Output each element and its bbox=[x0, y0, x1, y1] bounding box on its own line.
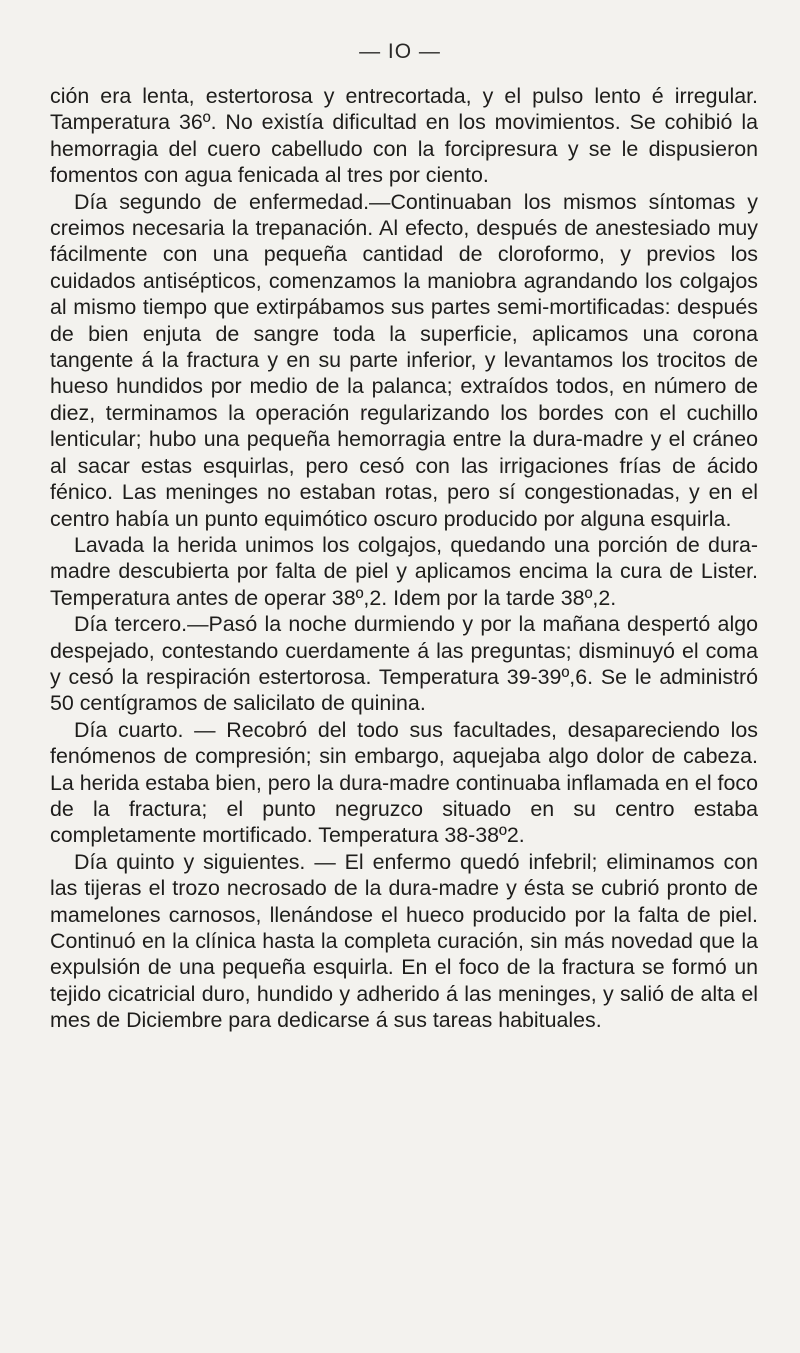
paragraph-day-five: Día quinto y siguientes. — El enfermo quedó infebril; eliminamos con las tijeras el trozo necrosado de la dura-madre y ésta se cubrió pronto de mamelones carnosos, llenándose el hueco producido por la falta de piel. Continuó en la clínica hasta la completa curación, sin más novedad que la expulsión de una pequeña esquirla. En el foco de la fractura se formó un tejido cicatricial duro, hundido y adherido á las meninges, y salió de alta el mes de Diciembre para dedicarse á sus tareas habituales. bbox=[50, 849, 758, 1033]
body-text bbox=[50, 83, 758, 1034]
paragraph-continuation: ción era lenta, estertorosa y entrecortada, y el pulso lento é irregular. Tamperatura 36º. No existía dificultad en los movimientos. Se cohibió la hemorragia del cuero cabelludo con la forcipresura y se le dispusieron fomentos con agua fenicada al tres por ciento. bbox=[50, 84, 758, 188]
paragraph-day-four: Día cuarto. — Recobró del todo sus facultades, desapareciendo los fenómenos de compresión; sin embargo, aquejaba algo dolor de cabeza. La herida estaba bien, pero la dura-madre continuaba inflamada en el foco de la fractura; el punto negruzco situado en su centro estaba completamente mortificado. Temperatura 38-38º2. bbox=[50, 717, 758, 848]
page-number: — IO — bbox=[359, 40, 441, 63]
paragraph-day-three: Día tercero.—Pasó la noche durmiendo y por la mañana despertó algo despejado, contestando cuerdamente á las preguntas; disminuyó el coma y cesó la respiración estertorosa. Temperatura 39-39º,6. Se le administró 50 centígramos de salicilato de quinina. bbox=[50, 612, 758, 716]
paragraph-day-two: Día segundo de enfermedad.—Continuaban los mismos síntomas y creimos necesaria la trepanación. Al efecto, después de anestesiado muy fácilmente con una pequeña cantidad de cloroformo, y previos los cuidados antisépticos, comenzamos la maniobra agrandando los colgajos al mismo tiempo que extirpábamos sus partes semi-mortificadas: después de bien enjuta de sangre toda la superficie, aplicamos una corona tangente á la fractura y en su parte inferior, y levantamos los trocitos de hueso hundidos por medio de la palanca; extraídos todos, en número de diez, terminamos la operación regularizando los bordes con el cuchillo lenticular; hubo una pequeña hemorragia entre la dura-madre y el cráneo al sacar estas esquirlas, pero cesó con las irrigaciones frías de ácido fénico. Las meninges no estaban rotas, pero sí congestionadas, y en el centro había un punto equimótico oscuro producido por alguna esquirla. bbox=[50, 189, 758, 531]
paragraph-wound-dressing: Lavada la herida unimos los colgajos, quedando una porción de dura-madre descubierta por falta de piel y aplicamos encima la cura de Lister. Temperatura antes de operar 38º,2. Idem por la tarde 38º,2. bbox=[50, 532, 758, 610]
